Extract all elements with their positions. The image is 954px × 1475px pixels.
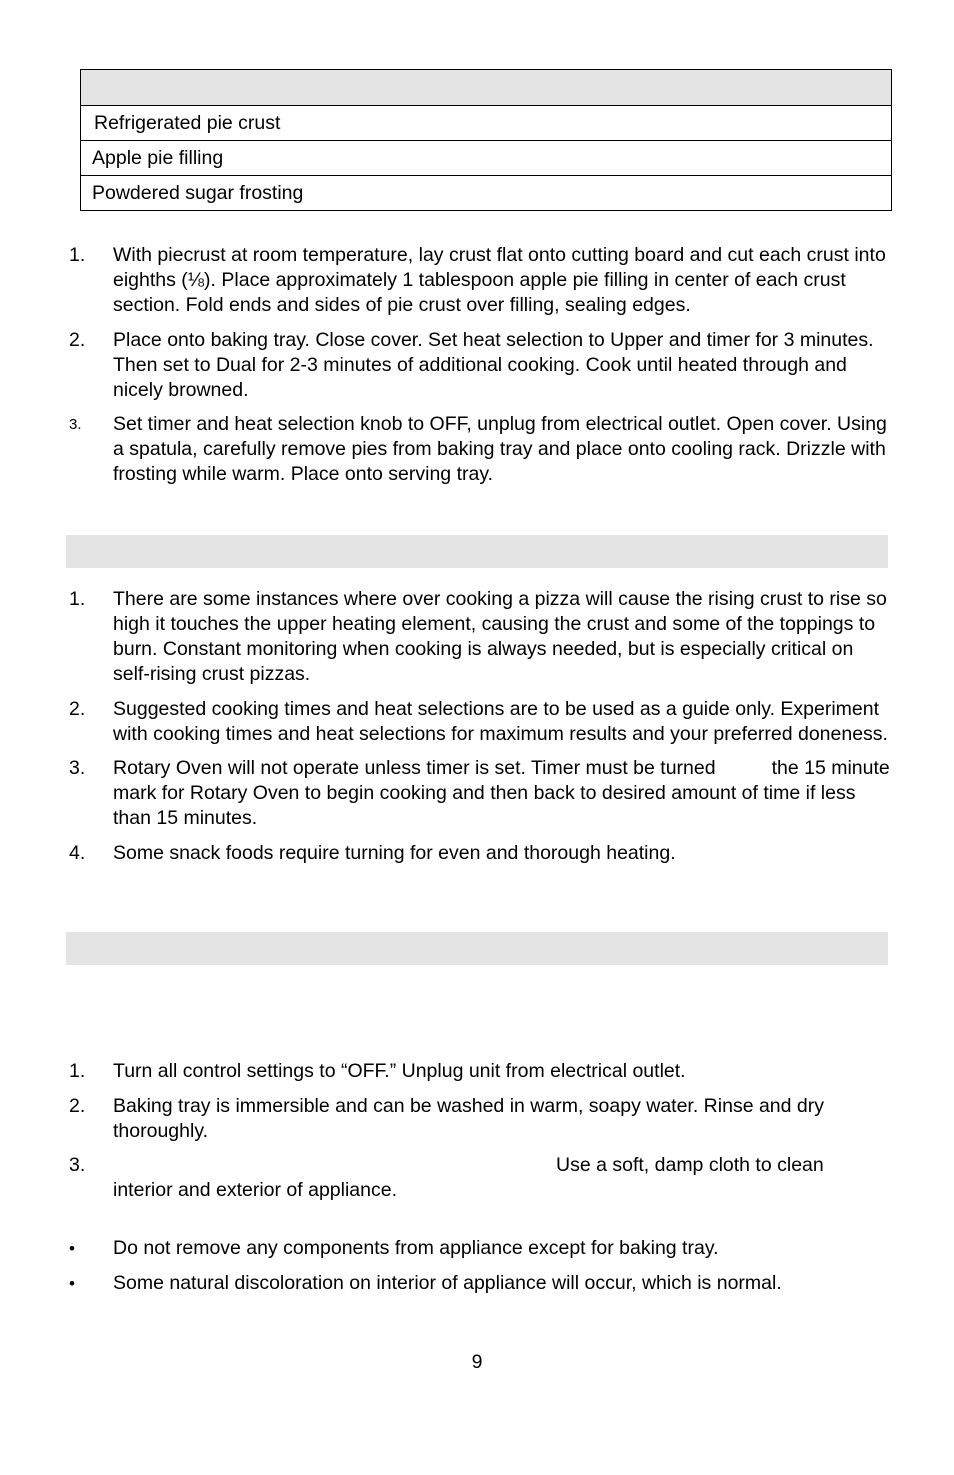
bullet-icon: • [69, 1239, 75, 1258]
tip-number: 1. [69, 588, 86, 610]
ingredient-row: Powdered sugar frosting [92, 182, 304, 204]
page-number: 9 [471, 1351, 483, 1373]
tips-list [0, 587, 954, 875]
step-text-continued: interior and exterior of appliance. [113, 1179, 397, 1201]
tip-item [0, 587, 893, 687]
step-text: Set timer and heat selection knob to OFF, unplug from electrical outlet. Open cover. Using a spatula, carefully remove pies from baking tray and place onto cooling rack. Drizzle with frosting while warm. Place onto serving tray. [113, 413, 887, 485]
tip-number: 3. [69, 757, 86, 779]
recipe-steps-list [0, 243, 954, 497]
ingredients-table [80, 69, 892, 211]
step-number: 1. [69, 1060, 86, 1082]
recipe-step [0, 328, 893, 403]
tip-item [0, 697, 893, 747]
tip-item [0, 841, 893, 866]
note-text: Some natural discoloration on interior of appliance will occur, which is normal. [113, 1271, 782, 1294]
bullet-icon: • [69, 1273, 75, 1293]
care-step [0, 1094, 893, 1144]
step-number: 2. [69, 328, 86, 351]
section-header-band [66, 932, 888, 965]
step-number: 1. [69, 244, 86, 266]
tip-text: Some snack foods require turning for even and thorough heating. [113, 841, 676, 864]
ingredients-table-header [81, 70, 891, 106]
tip-text-continued: the 15 minute mark for Rotary Oven to begin cooking and then back to desired amount of time if less than 15 minutes. [113, 757, 890, 829]
step-number: 3. [69, 416, 82, 433]
care-step [0, 1153, 893, 1203]
note-item [0, 1271, 893, 1296]
ingredient-row: Refrigerated pie crust [81, 106, 891, 141]
step-text: Baking tray is immersible and can be washed in warm, soapy water. Rinse and dry thoroughly. [113, 1094, 824, 1142]
tip-number: 4. [69, 841, 86, 864]
step-text: Place onto baking tray. Close cover. Set heat selection to Upper and timer for 3 minutes. Then set to Dual for 2-3 minutes of additional cooking. Cook until heated through and nicely browned. [113, 328, 874, 401]
step-number: 3. [69, 1154, 86, 1176]
step-number: 2. [69, 1094, 86, 1117]
tip-text: Rotary Oven will not operate unless timer is set. Timer must be turned [113, 757, 716, 779]
care-steps-list [0, 1059, 954, 1213]
step-text: Turn all control settings to “OFF.” Unplug unit from electrical outlet. [113, 1060, 686, 1082]
recipe-step [0, 243, 893, 318]
tip-item [0, 756, 893, 831]
tip-text: Suggested cooking times and heat selections are to be used as a guide only. Experiment with cooking times and heat selections for maximum results and your preferred doneness. [113, 697, 888, 745]
step-text: With piecrust at room temperature, lay crust flat onto cutting board and cut each crust into eighths (⅛). Place approximately 1 tablespoon apple pie filling in center of each crust section. Fold ends and sides of pie crust over filling, sealing edges. [113, 244, 886, 316]
ingredient-row: Apple pie filling [81, 141, 891, 176]
care-step [0, 1059, 893, 1084]
tip-number: 2. [69, 697, 86, 720]
note-text: Do not remove any components from appliance except for baking tray. [113, 1237, 719, 1259]
notes-list [0, 1236, 954, 1305]
section-header-band [66, 535, 888, 568]
note-item [0, 1236, 893, 1261]
step-text: Use a soft, damp cloth to clean [556, 1154, 824, 1176]
recipe-step [0, 412, 893, 487]
tip-text: There are some instances where over cooking a pizza will cause the rising crust to rise so high it touches the upper heating element, causing the crust and some of the toppings to burn. Constant monitoring when cooking is always needed, but is especially critical on self-rising crust pizzas. [113, 588, 887, 685]
